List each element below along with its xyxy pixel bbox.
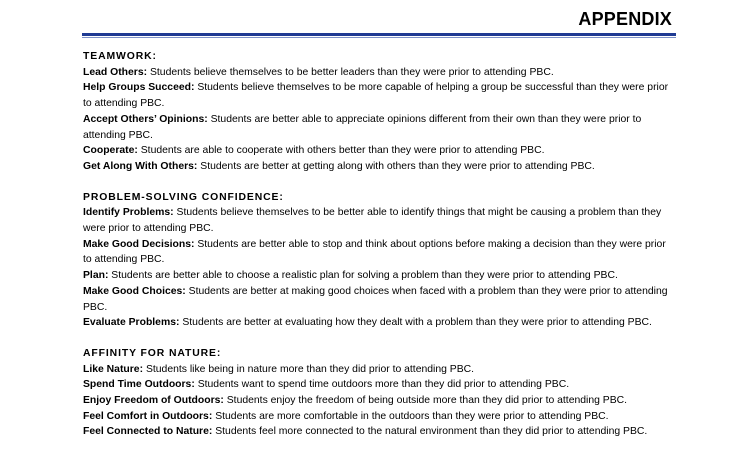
definition-entry: [83, 143, 673, 159]
definition-text: Students are better at evaluating how they dealt with a problem than they were prior to attending PBC.: [182, 317, 652, 329]
definition-term: Make Good Choices:: [83, 285, 186, 297]
definition-term: Identify Problems:: [83, 207, 174, 219]
section-heading: TEAMWORK:: [83, 51, 157, 62]
definition-term: Like Nature:: [83, 363, 144, 375]
definition-entry: [83, 112, 673, 143]
page-title: APPENDIX: [578, 9, 672, 29]
definition-entry: [83, 393, 673, 409]
definition-entry: [83, 268, 673, 284]
definition-term: Make Good Decisions:: [83, 238, 195, 250]
section-affinity-for-nature: [83, 346, 673, 440]
section-problem-solving-confidence: [83, 190, 673, 331]
definition-text: Students feel more connected to the natural environment than they did prior to attending PBC.: [215, 426, 648, 438]
definition-text: Students are better at getting along with others than they were prior to attending PBC.: [200, 160, 595, 172]
section-heading: AFFINITY FOR NATURE:: [83, 347, 222, 359]
definition-text: Students believe themselves to be more capable of helping a group be successful than they were prior to attending PBC.: [83, 82, 669, 110]
definition-entry: [83, 159, 673, 175]
definition-term: Feel Connected to Nature:: [83, 426, 213, 438]
definition-text: Students are better able to choose a realistic plan for solving a problem than they were prior to attending PBC.: [111, 270, 618, 282]
definition-term: Enjoy Freedom of Outdoors:: [83, 395, 224, 407]
definition-text: Students are better able to appreciate opinions different from their own than they were prior to attending PBC.: [83, 113, 642, 141]
definition-entry: [83, 424, 673, 440]
definition-text: Students believe themselves to be better able to identify things that might be causing a problem than they were prior to attending PBC.: [83, 207, 662, 235]
definition-text: Students are better able to stop and think about options before making a decision than they were prior to attending PBC.: [83, 238, 666, 266]
section-heading: PROBLEM-SOLVING CONFIDENCE:: [83, 191, 284, 203]
definition-text: Students are better at making good choices when faced with a problem than they were prior to attending PBC.: [83, 285, 668, 313]
definition-term: Evaluate Problems:: [83, 317, 180, 329]
definition-term: Help Groups Succeed:: [83, 82, 195, 94]
definition-term: Lead Others:: [83, 66, 148, 78]
definition-text: Students like being in nature more than they did prior to attending PBC.: [145, 363, 475, 375]
definition-text: Students enjoy the freedom of being outside more than they did prior to attending PBC.: [226, 395, 628, 407]
definition-term: Get Along With Others:: [83, 160, 198, 172]
title-divider: [82, 33, 676, 36]
definition-entry: [83, 237, 673, 268]
definition-text: Students believe themselves to be better leaders than they were prior to attending PBC.: [149, 66, 554, 78]
definition-entry: [83, 80, 673, 111]
definition-text: Students are able to cooperate with others better than they were prior to attending PBC.: [140, 145, 545, 157]
definition-text: Students want to spend time outdoors more than they did prior to attending PBC.: [197, 379, 570, 391]
definition-text: Students are more comfortable in the outdoors than they were prior to attending PBC.: [215, 410, 609, 422]
definition-term: Plan:: [83, 270, 109, 282]
definition-term: Cooperate:: [83, 145, 138, 157]
definition-entry: [83, 284, 673, 315]
section-teamwork: [83, 49, 673, 175]
definition-entry: [83, 362, 673, 378]
definition-entry: [83, 205, 673, 236]
definition-entry: [83, 65, 673, 81]
definition-entry: [83, 409, 673, 425]
definition-entry: [83, 315, 673, 331]
definition-term: Accept Others’ Opinions:: [83, 113, 208, 125]
definition-term: Spend Time Outdoors:: [83, 379, 195, 391]
definition-entry: [83, 377, 673, 393]
definition-term: Feel Comfort in Outdoors:: [83, 410, 213, 422]
title-divider-thin: [82, 37, 676, 38]
appendix-content: [83, 49, 673, 455]
